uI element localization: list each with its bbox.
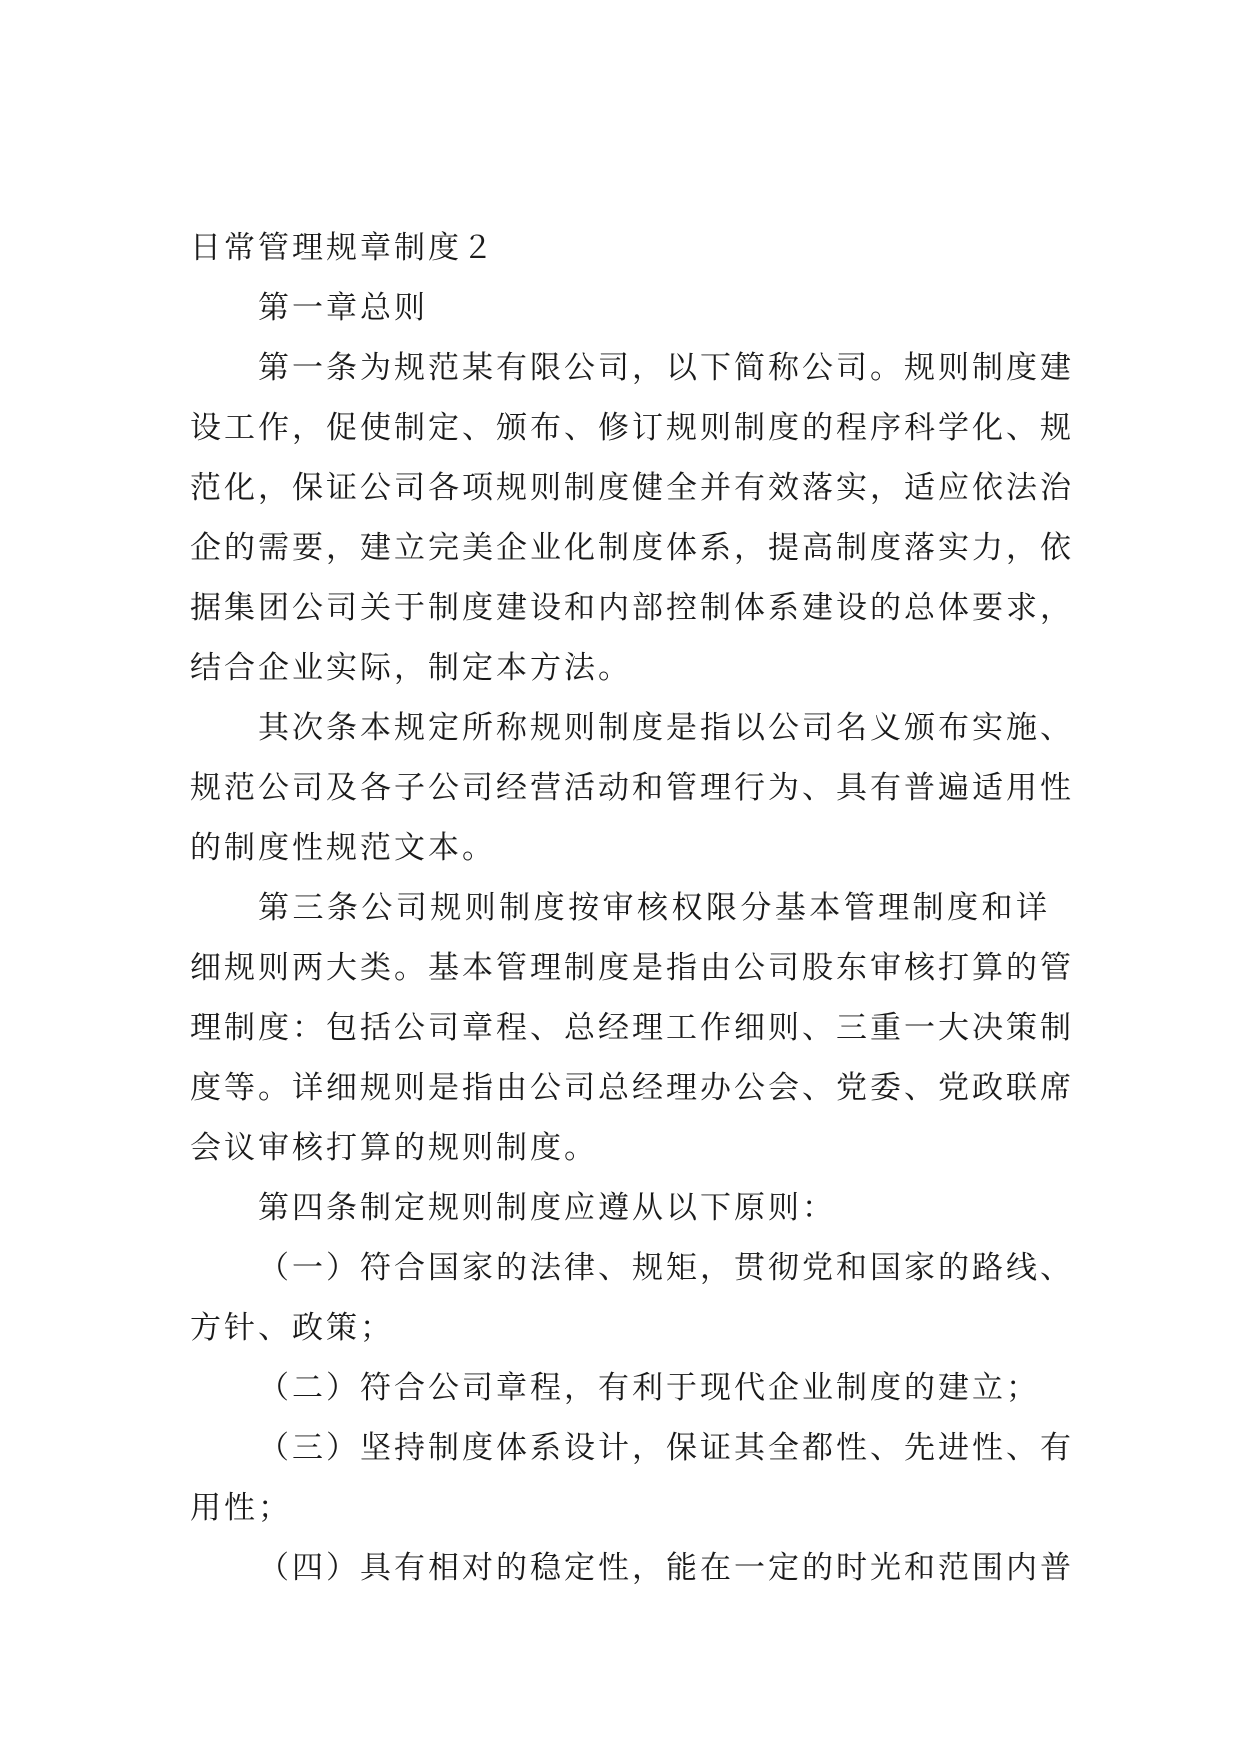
principle-4	[190, 1538, 1074, 1598]
article-1	[190, 338, 1074, 698]
document-title: 日常管理规章制度２	[190, 230, 496, 266]
document-page	[190, 218, 1074, 1598]
article-3	[190, 878, 1074, 1178]
paragraph-line: 设工作，促使制定、颁布、修订规则制度的程序科学化、规	[190, 410, 1074, 446]
paragraph-line: （二）符合公司章程，有利于现代企业制度的建立；	[258, 1370, 1040, 1406]
paragraph-line: 结合企业实际，制定本方法。	[190, 650, 632, 686]
paragraph-line: 第四条制定规则制度应遵从以下原则：	[258, 1190, 836, 1226]
paragraph-line: 企的需要，建立完美企业化制度体系，提高制度落实力，依	[190, 530, 1074, 566]
paragraph-line: 度等。详细规则是指由公司总经理办公会、党委、党政联席	[190, 1070, 1074, 1106]
article-2	[190, 698, 1074, 878]
paragraph-line: 范化，保证公司各项规则制度健全并有效落实，适应依法治	[190, 470, 1074, 506]
paragraph-line: 理制度：包括公司章程、总经理工作细则、三重一大决策制	[190, 1010, 1074, 1046]
chapter-heading	[190, 278, 1050, 338]
paragraph-line: （三）坚持制度体系设计，保证其全都性、先进性、有	[258, 1430, 1074, 1466]
principle-2	[190, 1358, 1050, 1418]
paragraph-line: 会议审核打算的规则制度。	[190, 1130, 598, 1166]
paragraph-line: 细规则两大类。基本管理制度是指由公司股东审核打算的管	[190, 950, 1074, 986]
paragraph-line: 据集团公司关于制度建设和内部控制体系建设的总体要求，	[190, 590, 1074, 626]
paragraph-line: 用性；	[190, 1490, 292, 1526]
paragraph-line: 的制度性规范文本。	[190, 830, 496, 866]
paragraph-line: 规范公司及各子公司经营活动和管理行为、具有普遍适用性	[190, 770, 1074, 806]
paragraph-line: 其次条本规定所称规则制度是指以公司名义颁布实施、	[258, 710, 1074, 746]
paragraph-line: 方针、政策；	[190, 1310, 394, 1346]
principle-3	[190, 1418, 1074, 1538]
paragraph-line: 第三条公司规则制度按审核权限分基本管理制度和详	[258, 890, 1050, 926]
chapter-heading-text: 第一章总则	[258, 290, 428, 326]
principle-1	[190, 1238, 1074, 1358]
paragraph-line: 第一条为规范某有限公司，以下简称公司。规则制度建	[258, 350, 1074, 386]
paragraph-line: （四）具有相对的稳定性，能在一定的时光和范围内普	[258, 1550, 1074, 1586]
article-4	[190, 1178, 1050, 1238]
paragraph-line: （一）符合国家的法律、规矩，贯彻党和国家的路线、	[258, 1250, 1074, 1286]
